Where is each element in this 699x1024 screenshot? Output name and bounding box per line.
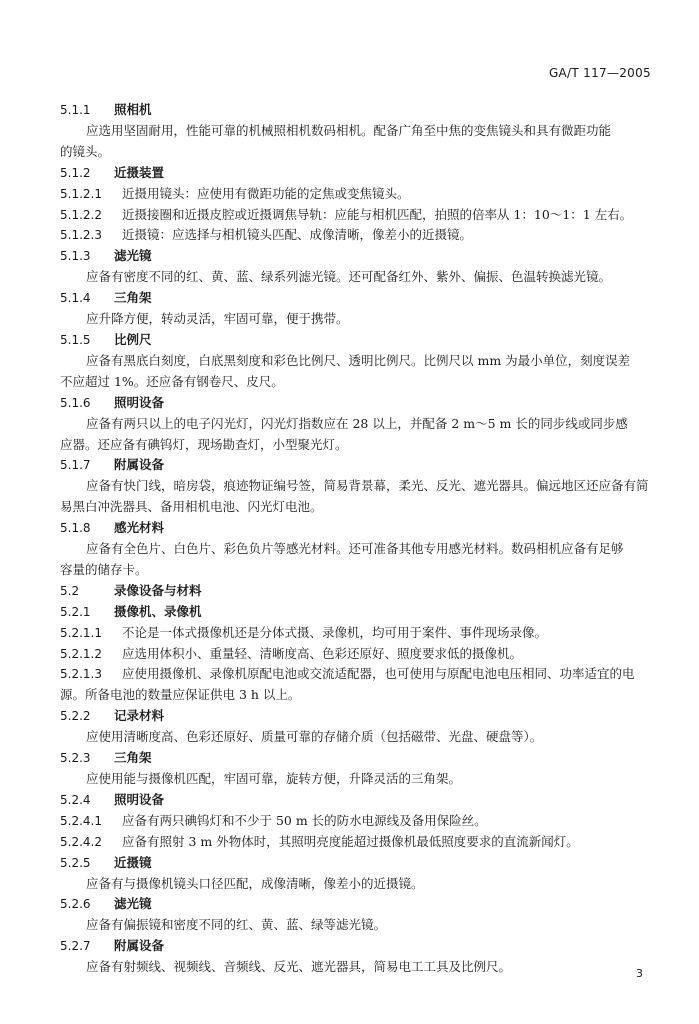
standard-number: GA/T 117—2005 (548, 66, 651, 80)
clause-text: 应使用摄像机、录像机原配电池或交流适配器，也可使用与原配电池电压相同、功率适宜的电 (122, 666, 635, 682)
clause-number: 5.2.2 (60, 709, 91, 724)
clause-text: 感光材料 (114, 520, 165, 536)
clause-text: 应选用体积小、重量轻、清晰度高、色彩还原好、照度要求低的摄像机。 (122, 645, 523, 661)
paragraph-line: 应选用坚固耐用，性能可靠的机械照相机数码相机。配备广角至中焦的变焦镜头和具有微距功能 (86, 122, 612, 138)
section-heading (60, 100, 656, 121)
clause-number: 5.2.4.1 (60, 813, 102, 828)
section-heading (60, 246, 656, 267)
subclause (60, 664, 656, 685)
clause-text: 比例尺 (114, 331, 152, 347)
clause-text: 附属设备 (114, 457, 165, 473)
paragraph-continuation: 应器。还应备有碘钨灯，现场勘查灯，小型聚光灯。 (60, 436, 348, 452)
paragraph-line: 应备有全色片、白色片、彩色负片等感光材料。还可准备其他专用感光材料。数码相机应备有足够 (86, 541, 624, 557)
clause-number: 5.1.5 (60, 332, 91, 347)
clause-number: 5.2.7 (60, 939, 91, 954)
paragraph-line: 应备有黑底白刻度，白底黑刻度和彩色比例尺、透明比例尺。比例尺以 mm 为最小单位，刻度误差 (86, 352, 631, 368)
subclause (60, 205, 656, 226)
clause-number: 5.1.6 (60, 395, 91, 410)
clause-number: 5.1.1 (60, 103, 91, 117)
paragraph-continuation: 的镜头。 (60, 143, 111, 159)
section-heading (60, 936, 656, 957)
paragraph-continuation: 容量的储存卡。 (60, 561, 148, 577)
clause-text: 近摄镜 (114, 854, 152, 870)
clause-number: 5.2.4.2 (60, 834, 102, 849)
section-heading (60, 393, 656, 414)
paragraph-line: 应备有与摄像机镜头口径匹配，成像清晰，像差小的近摄镜。 (86, 875, 424, 891)
paragraph-line: 应备有射频线、视频线、音频线、反光、遮光器具，简易电工工具及比例尺。 (86, 959, 512, 975)
clause-number: 5.2 (60, 583, 80, 598)
clause-number: 5.2.1.1 (60, 625, 102, 640)
paragraph-line: 应备有两只以上的电子闪光灯，闪光灯指数应在 28 以上，并配备 2 m～5 m 长的同步线或同步感 (86, 415, 628, 431)
clause-number: 5.1.3 (60, 249, 91, 264)
subclause (60, 811, 656, 832)
section-heading (60, 518, 656, 539)
clause-text: 近摄用镜头：应使用有微距功能的定焦或变焦镜头。 (122, 185, 410, 201)
clause-number: 5.1.2.2 (60, 207, 102, 222)
subclause (60, 225, 656, 246)
clause-number: 5.1.2.1 (60, 186, 102, 201)
paragraph-continuation: 源。所备电池的数量应保证供电 3 h 以上。 (60, 687, 301, 703)
clause-text: 照明设备 (114, 394, 165, 410)
clause-number: 5.1.2.3 (60, 228, 102, 243)
section-heading (60, 163, 656, 184)
clause-number: 5.2.1.2 (60, 646, 102, 661)
section-heading (60, 602, 656, 623)
clause-text: 近摄装置 (114, 164, 165, 180)
section-heading (60, 790, 656, 811)
clause-text: 近摄镜：应选择与相机镜头匹配、成像清晰，像差小的近摄镜。 (122, 227, 473, 243)
paragraph-line: 应备有快门线，暗房袋，痕迹物证编号签，简易背景幕，柔光、反光、遮光器具。偏远地区还应备有简 (86, 478, 649, 494)
paragraph-continuation: 易黑白冲洗器具、备用相机电池、闪光灯电池。 (60, 499, 323, 515)
paragraph-line: 应升降方便，转动灵活，牢固可靠，便于携带。 (86, 311, 349, 327)
subclause (60, 184, 656, 205)
clause-number: 5.2.5 (60, 855, 91, 870)
paragraph-line: 应备有密度不同的红、黄、蓝、绿系列滤光镜。还可配备红外、紫外、偏振、色温转换滤光镜。 (86, 269, 612, 285)
page-number: 3 (636, 967, 643, 980)
clause-text: 照明设备 (114, 791, 165, 807)
paragraph-line: 应备有偏振镜和密度不同的红、黄、蓝、绿等滤光镜。 (86, 917, 387, 933)
clause-number: 5.2.3 (60, 751, 91, 766)
subclause (60, 832, 656, 853)
document-body (60, 100, 656, 978)
clause-text: 三角架 (114, 290, 152, 306)
section-heading (60, 853, 656, 874)
clause-text: 三角架 (114, 750, 152, 766)
section-heading (60, 748, 656, 769)
clause-number: 5.1.7 (60, 458, 91, 473)
clause-number: 5.2.4 (60, 792, 91, 807)
paragraph-continuation: 不应超过 1%。还应备有钢卷尺、皮尺。 (60, 373, 284, 389)
paragraph-line: 应使用清晰度高、色彩还原好、质量可靠的存储介质（包括磁带、光盘、硬盘等）。 (86, 729, 543, 745)
clause-text: 记录材料 (114, 708, 165, 724)
clause-text: 不论是一体式摄像机还是分体式摄、录像机，均可用于案件、事件现场录像。 (122, 624, 548, 640)
clause-number: 5.2.1.3 (60, 667, 102, 682)
paragraph-line: 应使用能与摄像机匹配，牢固可靠，旋转方便，升降灵活的三角架。 (86, 771, 462, 786)
section-heading (60, 706, 656, 727)
clause-number: 5.2.6 (60, 897, 91, 912)
clause-text: 滤光镜 (114, 896, 152, 912)
clause-text: 滤光镜 (114, 248, 152, 264)
section-heading (60, 455, 656, 476)
clause-text: 近摄接圈和近摄皮腔或近摄调焦导轨：应能与相机匹配，拍照的倍率从 1：10～1：1 左右。 (122, 206, 633, 222)
clause-text: 附属设备 (114, 938, 165, 954)
section-heading (60, 330, 656, 351)
section-heading (60, 288, 656, 309)
section-heading (60, 894, 656, 915)
clause-number: 5.1.2 (60, 165, 91, 180)
section-heading (60, 581, 656, 602)
clause-text: 照相机 (114, 102, 152, 117)
clause-text: 应备有照射 3 m 外物体时，其照明亮度能超过摄像机最低照度要求的直流新闻灯。 (122, 833, 579, 849)
subclause (60, 644, 656, 665)
clause-text: 应备有两只碘钨灯和不少于 50 m 长的防水电源线及备用保险丝。 (122, 812, 487, 828)
clause-text: 摄像机、录像机 (114, 603, 202, 619)
clause-text: 录像设备与材料 (114, 582, 202, 598)
clause-number: 5.1.4 (60, 291, 91, 306)
clause-number: 5.2.1 (60, 604, 91, 619)
subclause (60, 623, 656, 644)
clause-number: 5.1.8 (60, 521, 91, 536)
